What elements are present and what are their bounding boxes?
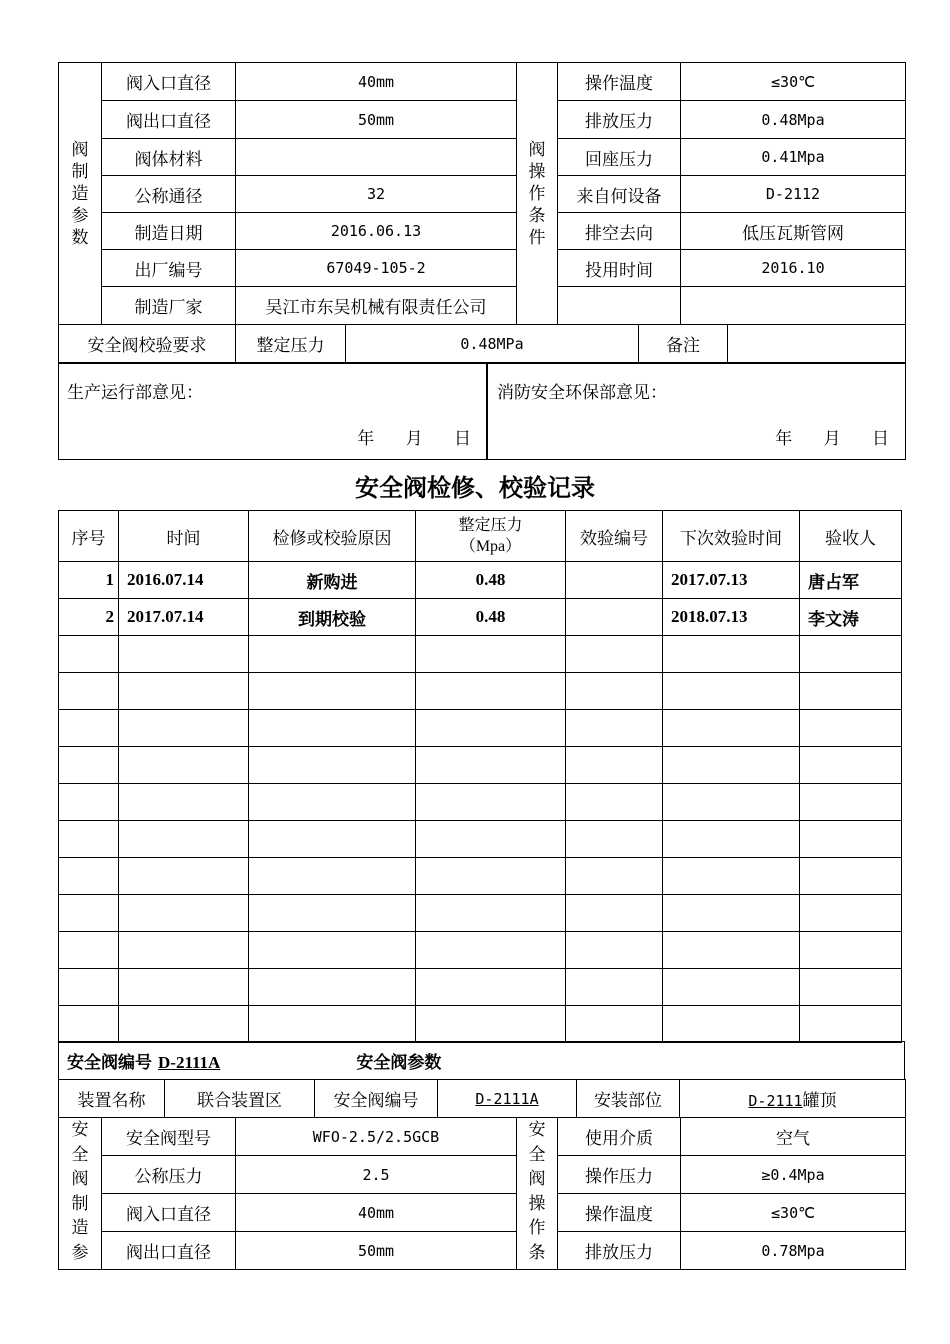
column-header: 下次效验时间: [663, 511, 800, 562]
param-value: 67049-105-2: [236, 250, 517, 287]
condition-label: [558, 287, 681, 325]
device-name-label: 装置名称: [59, 1080, 165, 1118]
second-valve-header-table: [58, 1041, 905, 1080]
param-label: 阀出口直径: [102, 1232, 236, 1270]
empty-table-row: [59, 1006, 902, 1043]
condition-label: 操作温度: [558, 1194, 681, 1232]
device-name-value: 联合装置区: [165, 1080, 315, 1118]
param-label: 制造厂家: [102, 287, 236, 325]
valve-params-section: [58, 62, 906, 363]
param-label: 阀体材料: [102, 139, 236, 176]
param-label: 阀入口直径: [102, 1194, 236, 1232]
set-pressure-value: 0.48MPa: [346, 325, 639, 363]
condition-value: ≤30℃: [681, 63, 906, 101]
param-label: 出厂编号: [102, 250, 236, 287]
valve-no-label: 安全阀编号: [67, 1053, 152, 1073]
condition-label: 排放压力: [558, 101, 681, 139]
valve-number-value: D-2111A: [438, 1080, 577, 1118]
param-label: 公称通径: [102, 176, 236, 213]
condition-label: 使用介质: [558, 1118, 681, 1156]
set-pressure-label: 整定压力: [236, 325, 346, 363]
param-value: WFO-2.5/2.5GCB: [236, 1118, 517, 1156]
condition-value: ≤30℃: [681, 1194, 906, 1232]
condition-value: 0.41Mpa: [681, 139, 906, 176]
column-header: 时间: [119, 511, 249, 562]
param-value: 50mm: [236, 101, 517, 139]
empty-table-row: [59, 895, 902, 932]
empty-table-row: [59, 969, 902, 1006]
condition-label: 回座压力: [558, 139, 681, 176]
note-value: [728, 325, 906, 363]
param-value: 吴江市东吴机械有限责任公司: [236, 287, 517, 325]
table-header-row: [59, 511, 902, 562]
empty-table-row: [59, 932, 902, 969]
condition-label: 排空去向: [558, 213, 681, 250]
condition-value: 低压瓦斯管网: [681, 213, 906, 250]
condition-label: 操作压力: [558, 1156, 681, 1194]
safety-dept-date: 年 月 日: [775, 429, 891, 449]
calibration-requirement-label: 安全阀校验要求: [59, 325, 236, 363]
condition-label: 来自何设备: [558, 176, 681, 213]
param-label: 公称压力: [102, 1156, 236, 1194]
condition-value: [681, 287, 906, 325]
valve-no-value: D-2111A: [158, 1053, 221, 1072]
column-header: 序号: [59, 511, 119, 562]
param-value: 50mm: [236, 1232, 517, 1270]
operating-conditions-group-label: 阀 操 作 条 件: [517, 63, 558, 325]
empty-table-row: [59, 784, 902, 821]
calibration-requirement-table: [58, 324, 906, 363]
condition-value: 0.48Mpa: [681, 101, 906, 139]
param-label: 制造日期: [102, 213, 236, 250]
column-header: 检修或校验原因: [249, 511, 416, 562]
empty-table-row: [59, 858, 902, 895]
install-position-label: 安装部位: [577, 1080, 680, 1118]
manufacture-params-group-label: 安 全 阀 制 造 参: [59, 1118, 102, 1270]
empty-table-row: [59, 821, 902, 858]
table-row: 1 2016.07.14 新购进 0.48 2017.07.13 唐占军: [59, 562, 902, 599]
condition-label: 操作温度: [558, 63, 681, 101]
condition-value: 空气: [681, 1118, 906, 1156]
param-value: 2.5: [236, 1156, 517, 1194]
table-row: 2 2017.07.14 到期校验 0.48 2018.07.13 李文涛: [59, 599, 902, 636]
production-dept-date: 年 月 日: [357, 429, 473, 449]
second-valve-params-table: [58, 1117, 906, 1270]
condition-value: 0.78Mpa: [681, 1232, 906, 1270]
valve-number-label: 安全阀编号: [315, 1080, 438, 1118]
empty-table-row: [59, 636, 902, 673]
param-value: 40mm: [236, 63, 517, 101]
valve-params-label: 安全阀参数: [356, 1053, 442, 1073]
param-label: 阀出口直径: [102, 101, 236, 139]
second-valve-section: [58, 1041, 906, 1270]
empty-table-row: [59, 747, 902, 784]
record-title: 安全阀检修、校验记录: [355, 473, 595, 502]
operating-conditions-group-label: 安 全 阀 操 作 条: [517, 1118, 558, 1270]
column-header: 整定压力 （Mpa）: [416, 511, 566, 562]
param-label: 安全阀型号: [102, 1118, 236, 1156]
column-header: 效验编号: [566, 511, 663, 562]
production-dept-opinion-box: [58, 363, 488, 460]
safety-dept-opinion-box: [486, 363, 906, 460]
install-position-value: D-2111罐顶: [680, 1080, 906, 1118]
condition-value: ≥0.4Mpa: [681, 1156, 906, 1194]
param-value: 2016.06.13: [236, 213, 517, 250]
param-value: 32: [236, 176, 517, 213]
condition-value: D-2112: [681, 176, 906, 213]
param-label: 阀入口直径: [102, 63, 236, 101]
maintenance-record-table: [58, 510, 902, 1043]
condition-value: 2016.10: [681, 250, 906, 287]
record-section: [58, 510, 902, 1043]
note-label: 备注: [639, 325, 728, 363]
empty-table-row: [59, 673, 902, 710]
condition-label: 投用时间: [558, 250, 681, 287]
second-valve-device-table: [58, 1079, 906, 1118]
param-value: [236, 139, 517, 176]
manufacture-params-group-label: 阀 制 造 参 数: [59, 63, 102, 325]
valve-params-table: [58, 62, 906, 325]
production-dept-opinion-label: 生产运行部意见：: [67, 383, 203, 403]
param-value: 40mm: [236, 1194, 517, 1232]
empty-table-row: [59, 710, 902, 747]
column-header: 验收人: [800, 511, 902, 562]
safety-dept-opinion-label: 消防安全环保部意见：: [497, 383, 667, 403]
condition-label: 排放压力: [558, 1232, 681, 1270]
